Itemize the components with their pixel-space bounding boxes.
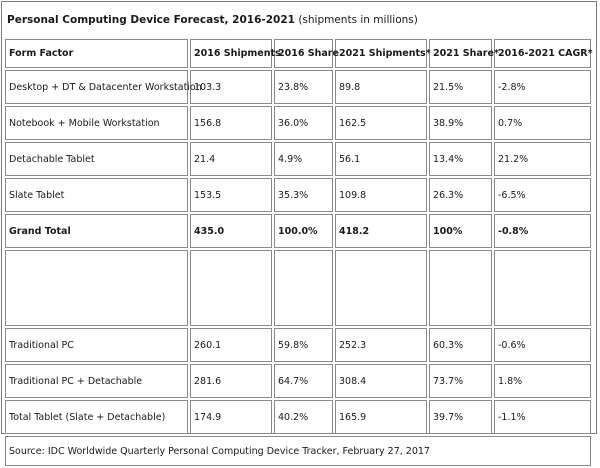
header-form-factor: Form Factor [5,39,188,68]
cell-2021-share: 39.7% [429,400,492,434]
cell-2021-share: 100% [429,214,492,248]
cell-2016-shipments: 260.1 [190,328,272,362]
cell-2016-shipments: 21.4 [190,142,272,176]
forecast-table [3,37,593,468]
header-2021-share: 2021 Share* [429,39,492,68]
cell-cagr: -0.8% [494,214,591,248]
table-title: Personal Computing Device Forecast, 2016-2021 [7,14,295,26]
cell-2016-share: 35.3% [274,178,333,212]
cell-2016-share: 64.7% [274,364,333,398]
cell-form-factor: Slate Tablet [5,178,188,212]
cell-form-factor: Total Tablet (Slate + Detachable) [5,400,188,434]
cell-2016-shipments: 156.8 [190,106,272,140]
header-2016-share: 2016 Share [274,39,333,68]
cell-form-factor: Desktop + DT & Datacenter Workstation [5,70,188,104]
header-2021-shipments: 2021 Shipments* [335,39,427,68]
cell-form-factor: Traditional PC + Detachable [5,364,188,398]
cell-2016-shipments: 435.0 [190,214,272,248]
header-2016-shipments: 2016 Shipments [190,39,272,68]
cell-2016-share: 59.8% [274,328,333,362]
cell-2021-shipments: 162.5 [335,106,427,140]
cell-2016-share: 23.8% [274,70,333,104]
cell-2021-share: 13.4% [429,142,492,176]
cell-2016-shipments: 153.5 [190,178,272,212]
empty-cell [274,250,333,326]
empty-cell [494,250,591,326]
cell-2021-share: 73.7% [429,364,492,398]
cell-2021-shipments: 308.4 [335,364,427,398]
cell-2021-share: 60.3% [429,328,492,362]
cell-cagr: 1.8% [494,364,591,398]
table-row [5,106,591,140]
table-row [5,178,591,212]
cell-form-factor: Grand Total [5,214,188,248]
source-row [5,436,591,466]
cell-2016-shipments: 174.9 [190,400,272,434]
cell-cagr: 21.2% [494,142,591,176]
spacer-row [5,250,591,326]
cell-form-factor: Notebook + Mobile Workstation [5,106,188,140]
grand-total-row [5,214,591,248]
cell-2021-shipments: 56.1 [335,142,427,176]
cell-2016-shipments: 103.3 [190,70,272,104]
table-row [5,400,591,434]
cell-2021-shipments: 418.2 [335,214,427,248]
cell-2021-share: 38.9% [429,106,492,140]
cell-form-factor: Detachable Tablet [5,142,188,176]
cell-2016-share: 40.2% [274,400,333,434]
cell-2016-share: 4.9% [274,142,333,176]
table-row [5,364,591,398]
cell-2021-shipments: 165.9 [335,400,427,434]
cell-2016-share: 36.0% [274,106,333,140]
header-cagr: 2016-2021 CAGR* [494,39,591,68]
cell-2016-shipments: 281.6 [190,364,272,398]
table-caption [5,5,593,36]
table-subtitle: (shipments in millions) [298,14,418,26]
table-row [5,328,591,362]
empty-cell [190,250,272,326]
cell-cagr: -0.6% [494,328,591,362]
empty-cell [429,250,492,326]
cell-2021-share: 21.5% [429,70,492,104]
cell-form-factor: Traditional PC [5,328,188,362]
table-row [5,70,591,104]
empty-cell [5,250,188,326]
cell-2021-shipments: 252.3 [335,328,427,362]
cell-2021-share: 26.3% [429,178,492,212]
cell-cagr: -1.1% [494,400,591,434]
source-note: Source: IDC Worldwide Quarterly Personal Computing Device Tracker, February 27, 2017 [5,436,591,466]
table-header-row [5,39,591,68]
cell-cagr: -2.8% [494,70,591,104]
table-row [5,142,591,176]
empty-cell [335,250,427,326]
cell-cagr: -6.5% [494,178,591,212]
cell-2021-shipments: 89.8 [335,70,427,104]
cell-2016-share: 100.0% [274,214,333,248]
cell-cagr: 0.7% [494,106,591,140]
cell-2021-shipments: 109.8 [335,178,427,212]
